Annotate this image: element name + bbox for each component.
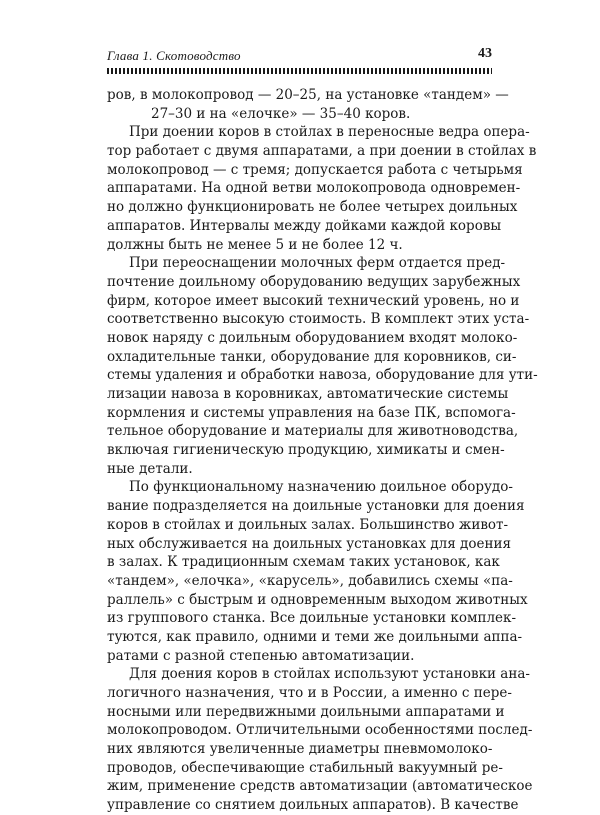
text-line: лизации навоза в коровниках, автоматические системы <box>107 386 509 402</box>
text-line: но должно функционировать не более четырех доильных <box>107 199 518 216</box>
text-line: тельное оборудование и материалы для животноводства, <box>107 423 519 440</box>
text-line: тор работает с двумя аппаратами, а при доении в стойлах в <box>107 143 537 160</box>
text-line: почтение доильному оборудованию ведущих зарубежных <box>107 273 521 290</box>
text-line: носными или передвижными доильными аппаратами и <box>107 703 505 720</box>
text-line: туются, как правило, одними и теми же доильными аппа- <box>107 628 523 645</box>
body-text <box>107 86 538 815</box>
text-line: молокопроводом. Отличительными особенностями послед- <box>107 722 533 739</box>
text-line: кормления и системы управления на базе ПК, вспомога- <box>107 404 516 421</box>
text-line: соответственно высокую стоимость. В комплект этих уста- <box>107 311 530 328</box>
text-line: охладительные танки, оборудование для коровников, си- <box>107 348 517 365</box>
text-line: ратами с разной степенью автоматизации. <box>107 647 415 664</box>
text-line: «тандем», «елочка», «карусель», добавились схемы «па- <box>107 572 513 589</box>
text-line: ных обслуживается на доильных установках для доения <box>107 535 511 552</box>
text-line: раллель» с быстрым и одновременным выходом животных <box>107 591 528 608</box>
text-line: из группового станка. Все доильные установки комплек- <box>107 610 517 627</box>
text-line: включая гигиеническую продукцию, химикаты и смен- <box>107 442 505 459</box>
text-line: По функциональному назначению доильное оборудо- <box>129 479 513 496</box>
text-line: них являются увеличенные диаметры пневмомолоко- <box>107 741 493 758</box>
text-line: аппаратами. На одной ветви молокопровода одновремен- <box>107 180 521 197</box>
text-line: ные детали. <box>107 460 193 477</box>
text-line: управление со снятием доильных аппаратов). В качестве <box>107 797 519 814</box>
text-line: стемы удаления и обработки навоза, оборудование для ути- <box>107 367 538 384</box>
running-header <box>107 44 492 66</box>
text-line: вание подразделяется на доильные установки для доения <box>107 498 525 515</box>
page-number: 43 <box>478 46 492 61</box>
text-line: 27–30 и на «елочке» — 35–40 коров. <box>151 105 411 122</box>
text-line: молокопровод — с тремя; допускается работа с четырьмя <box>107 161 523 178</box>
chapter-title: Глава 1. Скотоводство <box>107 48 241 63</box>
text-line: должны быть не менее 5 и не более 12 ч. <box>107 236 403 253</box>
text-line: логичного назначения, что и в России, а именно с пере- <box>107 685 512 701</box>
text-line: ров, в молокопровод — 20–25, на установке «тандем» — <box>107 87 509 103</box>
text-line: При доении коров в стойлах в переносные ведра опера- <box>129 124 530 141</box>
text-line: Для доения коров в стойлах используют установки ана- <box>129 666 530 683</box>
text-line: коров в стойлах и доильных залах. Большинство живот- <box>107 516 509 533</box>
text-line: фирм, которое имеет высокий технический уровень, но и <box>107 292 520 309</box>
text-line: жим, применение средств автоматизации (автоматическое <box>107 778 533 795</box>
text-line: в залах. К традиционным схемам таких установок, как <box>107 554 500 571</box>
header-rule <box>107 68 492 74</box>
text-line: аппаратов. Интервалы между дойками каждой коровы <box>107 217 502 234</box>
text-line: новок наряду с доильным оборудованием входят молоко- <box>107 329 518 346</box>
text-line: При переоснащении молочных ферм отдается пред- <box>129 255 506 272</box>
text-line: проводов, обеспечивающие стабильный вакуумный ре- <box>107 759 503 776</box>
